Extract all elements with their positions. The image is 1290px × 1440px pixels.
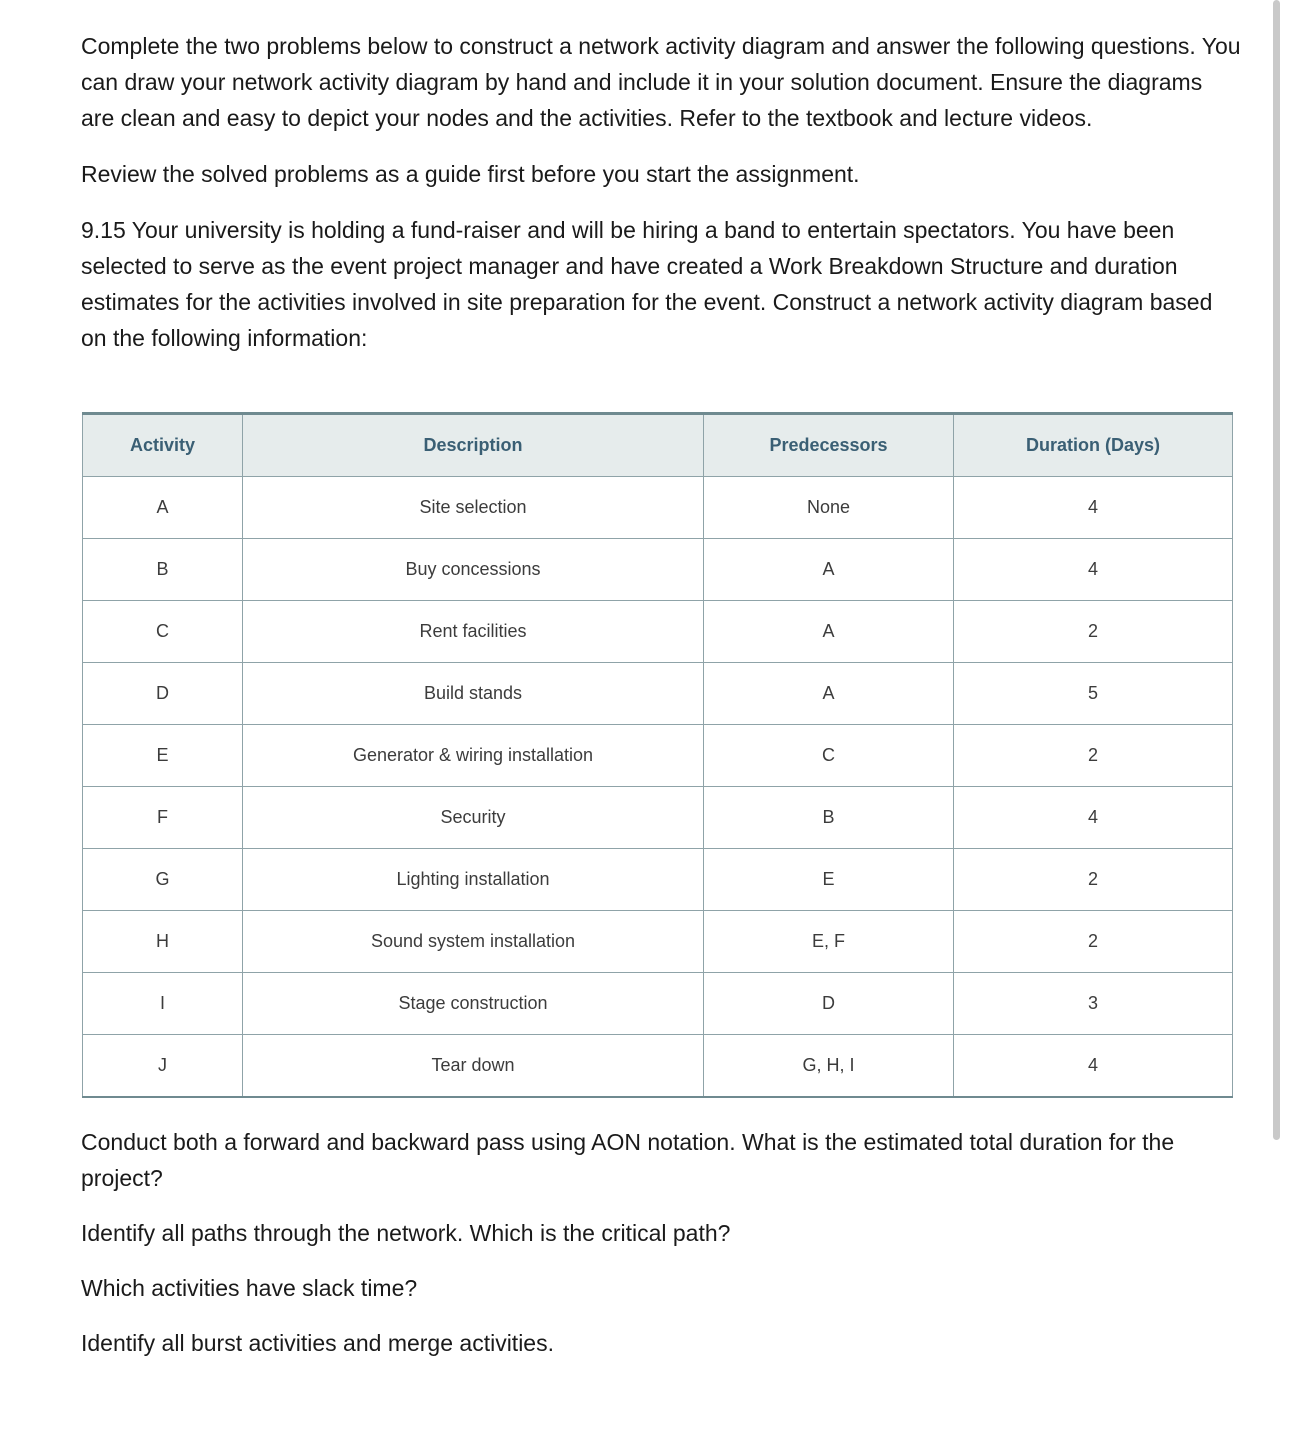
cell-duration: 2 bbox=[954, 849, 1233, 911]
activity-table bbox=[82, 412, 1233, 1098]
cell-activity: H bbox=[83, 911, 243, 973]
cell-description: Generator & wiring installation bbox=[243, 725, 704, 787]
cell-duration: 4 bbox=[954, 1035, 1233, 1098]
question-burst-merge: Identify all burst activities and merge activities. bbox=[81, 1330, 554, 1356]
cell-predecessors: A bbox=[704, 601, 954, 663]
vertical-scrollbar[interactable] bbox=[1273, 0, 1280, 1140]
cell-predecessors: D bbox=[704, 973, 954, 1035]
cell-duration: 5 bbox=[954, 663, 1233, 725]
cell-predecessors: G, H, I bbox=[704, 1035, 954, 1098]
question-critical-path: Identify all paths through the network. Which is the critical path? bbox=[81, 1220, 731, 1246]
table-row bbox=[83, 911, 1233, 973]
cell-description: Site selection bbox=[243, 477, 704, 539]
cell-predecessors: None bbox=[704, 477, 954, 539]
cell-description: Build stands bbox=[243, 663, 704, 725]
cell-activity: I bbox=[83, 973, 243, 1035]
table-row bbox=[83, 973, 1233, 1035]
intro-section bbox=[81, 28, 1241, 376]
table-row bbox=[83, 663, 1233, 725]
cell-duration: 4 bbox=[954, 787, 1233, 849]
cell-description: Buy concessions bbox=[243, 539, 704, 601]
cell-description: Security bbox=[243, 787, 704, 849]
cell-description: Sound system installation bbox=[243, 911, 704, 973]
cell-predecessors: A bbox=[704, 663, 954, 725]
cell-description: Tear down bbox=[243, 1035, 704, 1098]
review-paragraph: Review the solved problems as a guide first before you start the assignment. bbox=[81, 161, 860, 187]
header-activity: Activity bbox=[83, 414, 243, 477]
table-row bbox=[83, 849, 1233, 911]
cell-activity: A bbox=[83, 477, 243, 539]
cell-predecessors: C bbox=[704, 725, 954, 787]
table-row bbox=[83, 725, 1233, 787]
cell-activity: B bbox=[83, 539, 243, 601]
table-row bbox=[83, 1035, 1233, 1098]
table-header-row bbox=[83, 414, 1233, 477]
cell-predecessors: E bbox=[704, 849, 954, 911]
cell-predecessors: E, F bbox=[704, 911, 954, 973]
cell-predecessors: B bbox=[704, 787, 954, 849]
cell-duration: 2 bbox=[954, 601, 1233, 663]
table-row bbox=[83, 787, 1233, 849]
cell-activity: D bbox=[83, 663, 243, 725]
header-duration: Duration (Days) bbox=[954, 414, 1233, 477]
problem-statement: 9.15 Your university is holding a fund-raiser and will be hiring a band to entertain spectators. You have been selected to serve as the event project manager and have created a Work Breakdown Structure and duration estimates for the activities involved in site preparation for the event. Construct a network activity diagram based on the following information: bbox=[81, 217, 1213, 351]
cell-description: Stage construction bbox=[243, 973, 704, 1035]
cell-duration: 4 bbox=[954, 477, 1233, 539]
question-slack: Which activities have slack time? bbox=[81, 1275, 418, 1301]
cell-duration: 2 bbox=[954, 911, 1233, 973]
table-row bbox=[83, 539, 1233, 601]
cell-description: Rent facilities bbox=[243, 601, 704, 663]
table-row bbox=[83, 477, 1233, 539]
question-total-duration: Conduct both a forward and backward pass using AON notation. What is the estimated total duration for the project? bbox=[81, 1129, 1175, 1191]
table-row bbox=[83, 601, 1233, 663]
cell-activity: C bbox=[83, 601, 243, 663]
cell-duration: 2 bbox=[954, 725, 1233, 787]
cell-activity: J bbox=[83, 1035, 243, 1098]
questions-section bbox=[81, 1124, 1241, 1380]
cell-description: Lighting installation bbox=[243, 849, 704, 911]
cell-activity: G bbox=[83, 849, 243, 911]
intro-paragraph: Complete the two problems below to construct a network activity diagram and answer the following questions. You can draw your network activity diagram by hand and include it in your solution document. Ensure the diagrams are clean and easy to depict your nodes and the activities. Refer to the textbook and lecture videos. bbox=[81, 33, 1241, 131]
header-predecessors: Predecessors bbox=[704, 414, 954, 477]
header-description: Description bbox=[243, 414, 704, 477]
cell-duration: 4 bbox=[954, 539, 1233, 601]
cell-duration: 3 bbox=[954, 973, 1233, 1035]
cell-predecessors: A bbox=[704, 539, 954, 601]
cell-activity: E bbox=[83, 725, 243, 787]
cell-activity: F bbox=[83, 787, 243, 849]
